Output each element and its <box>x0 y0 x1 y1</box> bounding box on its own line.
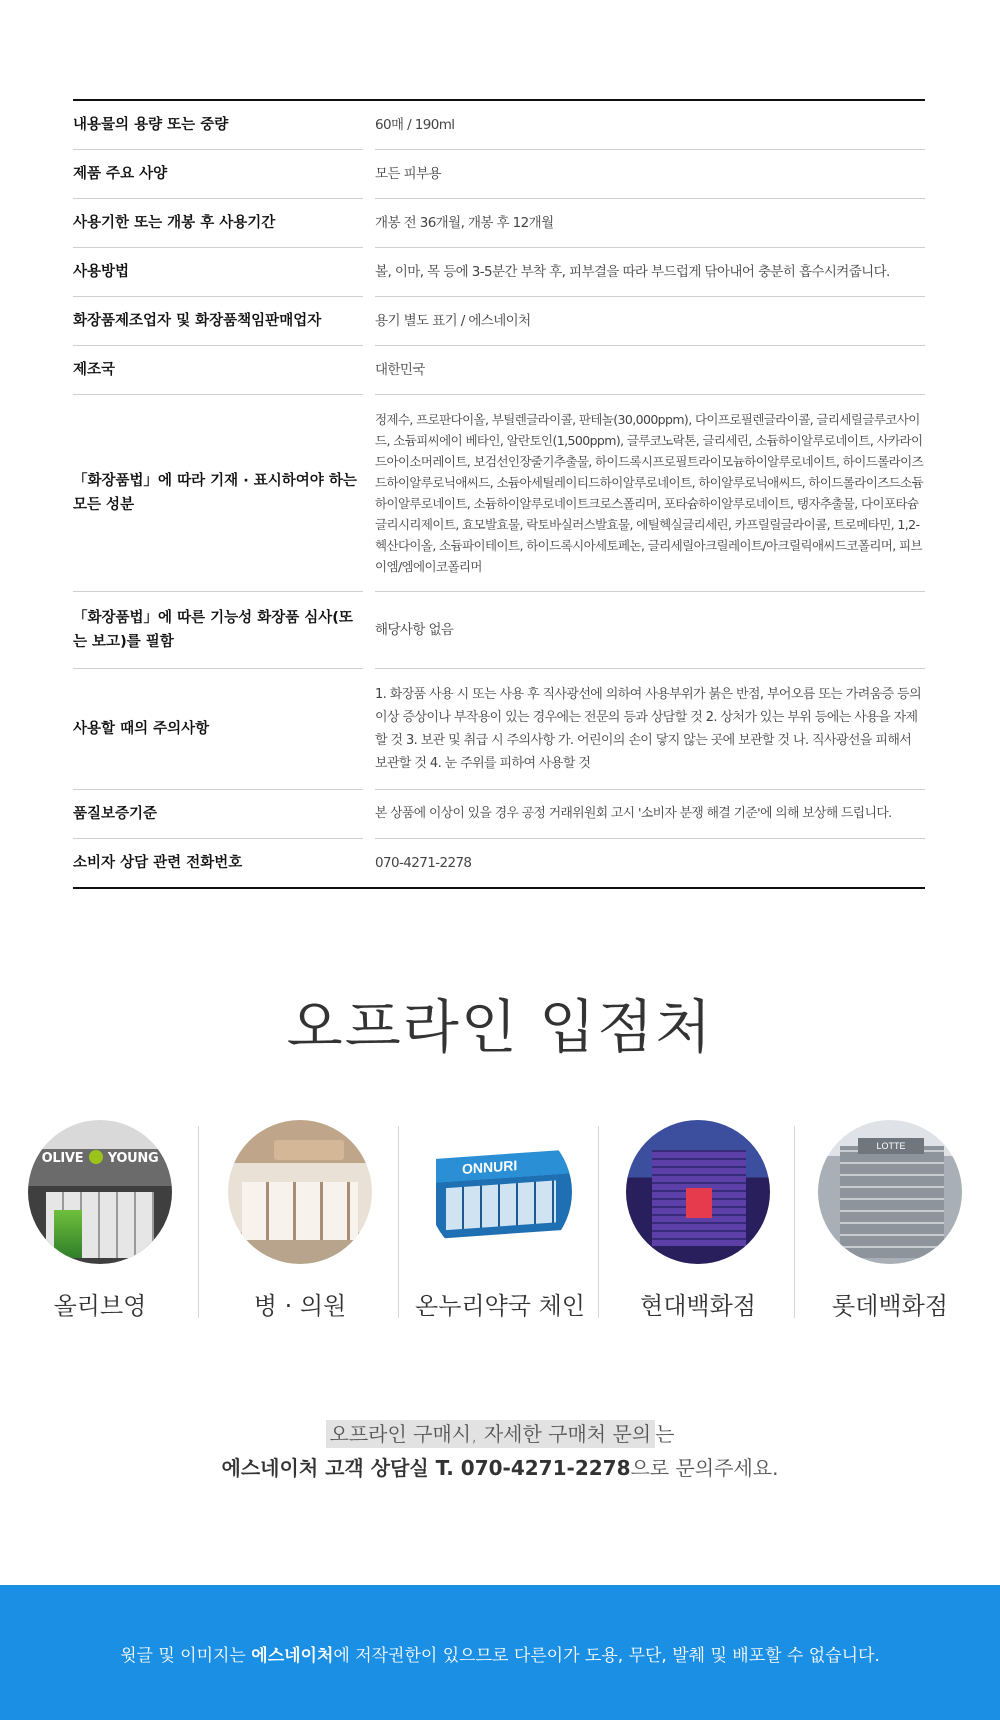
store-item-lotte <box>790 1118 990 1320</box>
divider <box>198 1126 199 1318</box>
table-row <box>73 101 925 150</box>
row-label: 제품 주요 사양 <box>73 150 363 199</box>
row-value: 용기 별도 표기 / 에스네이처 <box>375 297 925 346</box>
row-value: 본 상품에 이상이 있을 경우 공정 거래위원회 고시 '소비자 분쟁 해결 기준'에 의해 보상해 드립니다. <box>375 790 925 839</box>
inquiry-line-2-tail: 으로 문의주세요. <box>630 1456 779 1480</box>
table-row <box>73 199 925 248</box>
row-label: 「화장품법」에 따라 기재 · 표시하여야 하는 모든 성분 <box>73 395 363 592</box>
row-label: 제조국 <box>73 346 363 395</box>
inquiry-phone: 에스네이처 고객 상담실 T. 070-4271-2278 <box>221 1456 631 1480</box>
oliveyoung-store-image <box>28 1120 172 1264</box>
store-name: 현대백화점 <box>640 1292 756 1320</box>
table-row <box>73 297 925 346</box>
row-label: 내용물의 용량 또는 중량 <box>73 101 363 150</box>
store-sign: LOTTE <box>858 1138 924 1154</box>
divider <box>398 1126 399 1318</box>
row-label: 사용기한 또는 개봉 후 사용기간 <box>73 199 363 248</box>
copyright-suffix: 에 저작권한이 있으므로 다른이가 도용, 무단, 발췌 및 배포할 수 없습니다. <box>333 1646 880 1666</box>
row-label: 사용할 때의 주의사항 <box>73 669 363 790</box>
store-name: 롯데백화점 <box>832 1292 948 1320</box>
store-sign: OLIVE YOUNG <box>41 1151 159 1166</box>
inquiry-line-1-tail: 는 <box>655 1422 675 1446</box>
store-list <box>0 1118 1000 1328</box>
store-name: 병 · 의원 <box>253 1292 347 1320</box>
row-label: 화장품제조업자 및 화장품책임판매업자 <box>73 297 363 346</box>
store-item-hyundai <box>598 1118 798 1320</box>
store-name: 온누리약국 체인 <box>415 1292 585 1320</box>
copyright-text <box>0 1641 1000 1666</box>
row-value: 1. 화장품 사용 시 또는 사용 후 직사광선에 의하여 사용부위가 붉은 반점, 부어오름 또는 가려움증 등의 이상 증상이나 부작용이 있는 경우에는 전문의 등과 상담할 것 2. 상처가 있는 부위 등에는 사용을 자제할 것 3. 보관 및 취급 시 주의사항 가. 어린이의 손이 닿지 않는 곳에 보관할 것 나. 직사광선을 피해서 보관할 것 4. 눈 주위를 피하여 사용할 것 <box>375 669 925 790</box>
store-name: 올리브영 <box>53 1292 147 1320</box>
copyright-brand: 에스네이처 <box>251 1646 334 1666</box>
table-row <box>73 592 925 669</box>
inquiry-line-2 <box>0 1452 1000 1481</box>
row-value: 60매 / 190ml <box>375 101 925 150</box>
inquiry-highlight: 오프라인 구매시, 자세한 구매처 문의 <box>326 1420 656 1448</box>
row-value: 정제수, 프로판다이올, 부틸렌글라이콜, 판테놀(30,000ppm), 다이프로필렌글라이콜, 글리세릴글루코사이드, 소듐피씨에이 베타인, 알란토인(1,500ppm), 글루코노락톤, 글리세린, 소듐하이알루로네이트, 사카라이드아이소머레이트, 보검선인장줄기추출물, 하이드록시프로필트라이모늄하이알루로네이트, 하이드롤라이즈드하이알루로닉애씨드, 소듐아세틸레이티드하이알루로네이트, 하이알루로닉애씨드, 하이드롤라이즈드소듐하이알루로네이트, 소듐하이알루로네이트크로스폴리머, 포타슘하이알루로네이트, 탱자추출물, 다이포타슘글리시리제이트, 효모발효물, 락토바실러스발효물, 에틸헥실글리세린, 카프릴릴글라이콜, 트로메타민, 1,2-헥산다이올, 소듐파이테이트, 하이드록시아세토페논, 글리세릴아크릴레이트/아크릴릭애씨드코폴리머, 피브이엠/엠에이코폴리머 <box>375 395 925 592</box>
offline-stores-title: 오프라인 입점처 <box>286 993 714 1061</box>
row-value: 모든 피부용 <box>375 150 925 199</box>
row-label: 「화장품법」에 따른 기능성 화장품 심사(또는 보고)를 필함 <box>73 592 363 669</box>
store-item-clinic <box>200 1118 400 1320</box>
table-row <box>73 248 925 297</box>
row-label: 품질보증기준 <box>73 790 363 839</box>
copyright-prefix: 윗글 및 이미지는 <box>120 1646 252 1666</box>
table-row <box>73 346 925 395</box>
row-label: 소비자 상담 관련 전화번호 <box>73 855 243 871</box>
store-sign: ONNURI <box>462 1157 518 1178</box>
table-row <box>73 669 925 790</box>
hyundai-department-store-image <box>626 1120 770 1264</box>
table-row <box>73 150 925 199</box>
row-value: 070-4271-2278 <box>375 855 472 871</box>
store-item-oliveyoung <box>0 1118 200 1320</box>
row-value: 개봉 전 36개월, 개봉 후 12개월 <box>375 199 925 248</box>
product-info-table <box>73 99 925 889</box>
table-row <box>73 839 925 887</box>
clinic-store-image <box>228 1120 372 1264</box>
row-value: 볼, 이마, 목 등에 3-5분간 부착 후, 피부결을 따라 부드럽게 닦아내어 충분히 흡수시켜줍니다. <box>375 248 925 297</box>
row-value: 대한민국 <box>375 346 925 395</box>
table-row <box>73 395 925 592</box>
table-row <box>73 790 925 839</box>
row-label: 사용방법 <box>73 248 363 297</box>
store-item-onnuri <box>400 1118 600 1320</box>
lotte-department-store-image <box>818 1120 962 1264</box>
inquiry-line-1 <box>0 1418 1000 1447</box>
row-value: 해당사항 없음 <box>375 592 925 669</box>
onnuri-pharmacy-image <box>428 1120 572 1264</box>
copyright-footer <box>0 1585 1000 1720</box>
